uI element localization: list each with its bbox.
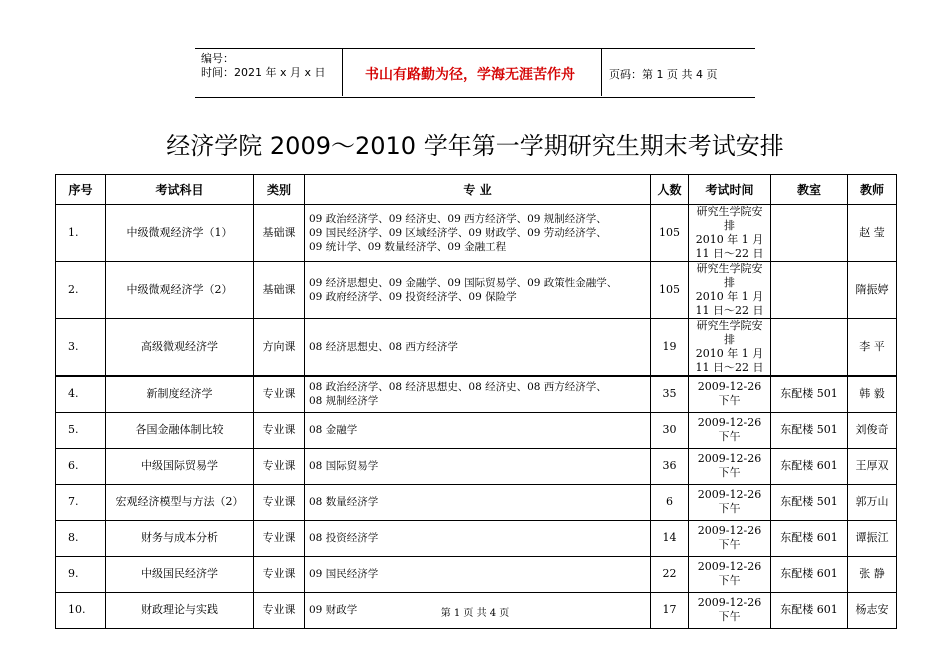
exam-time-line: 下午 [718, 574, 741, 587]
exam-time [689, 520, 771, 556]
column-header: 教室 [771, 175, 848, 205]
student-count: 6 [651, 484, 689, 520]
column-header: 考试时间 [689, 175, 771, 205]
exam-time-line: 2010 年 1 月 11 日～22 日 [695, 233, 764, 260]
course-type: 专业课 [254, 484, 305, 520]
student-count: 36 [651, 448, 689, 484]
classroom: 东配楼 501 [771, 484, 848, 520]
table-row [56, 484, 897, 520]
row-number: 6. [56, 448, 106, 484]
exam-time [689, 556, 771, 592]
major-list-line: 09 政治经济学、09 经济史、09 西方经济学、09 规制经济学、 [309, 213, 607, 225]
major-list-line: 09 政府经济学、09 投资经济学、09 保险学 [309, 291, 517, 303]
column-header: 序号 [56, 175, 106, 205]
time-label: 时间：2021 年 x 月 x 日 [201, 66, 326, 79]
exam-subject: 宏观经济模型与方法（2） [106, 484, 254, 520]
exam-time [689, 412, 771, 448]
row-number: 10. [56, 592, 106, 628]
table-row [56, 448, 897, 484]
exam-time [689, 262, 771, 319]
student-count: 30 [651, 412, 689, 448]
exam-time-line: 研究生学院安排 [696, 319, 763, 346]
course-type: 专业课 [254, 448, 305, 484]
column-header: 教师 [848, 175, 897, 205]
exam-time [689, 376, 771, 412]
page-title: 经济学院 2009～2010 学年第一学期研究生期末考试安排 [166, 132, 784, 160]
page-footer: 第 1 页 共 4 页 [440, 608, 510, 619]
classroom [771, 205, 848, 262]
exam-schedule-table [55, 174, 897, 629]
column-header: 类别 [254, 175, 305, 205]
major-list [305, 448, 651, 484]
row-number: 7. [56, 484, 106, 520]
course-type: 专业课 [254, 412, 305, 448]
teacher-name: 张 静 [848, 556, 897, 592]
major-list-line: 09 国民经济学、09 区域经济学、09 财政学、09 劳动经济学、 [309, 227, 607, 239]
student-count: 105 [651, 262, 689, 319]
table-row [56, 556, 897, 592]
row-number: 5. [56, 412, 106, 448]
major-list [305, 319, 651, 377]
teacher-name: 王厚双 [848, 448, 897, 484]
major-list-line: 09 统计学、09 数量经济学、09 金融工程 [309, 241, 507, 253]
teacher-name: 刘俊奇 [848, 412, 897, 448]
exam-time-line: 下午 [718, 466, 741, 479]
major-list-line: 08 政治经济学、08 经济思想史、08 经济史、08 西方经济学、 [309, 381, 607, 394]
header-divider [342, 48, 343, 96]
student-count: 19 [651, 319, 689, 377]
exam-time-line: 下午 [718, 538, 741, 551]
table-row [56, 205, 897, 262]
teacher-name: 韩 毅 [848, 376, 897, 412]
major-list-line: 09 经济思想史、09 金融学、09 国际贸易学、09 政策性金融学、 [309, 277, 618, 289]
teacher-name: 李 平 [848, 319, 897, 377]
major-list-line: 08 数量经济学 [309, 496, 379, 508]
number-label: 编号： [201, 52, 234, 65]
classroom: 东配楼 601 [771, 520, 848, 556]
student-count: 22 [651, 556, 689, 592]
table-header-row [56, 175, 897, 205]
exam-time-line: 下午 [718, 430, 741, 443]
classroom [771, 319, 848, 377]
header-info [195, 49, 337, 97]
teacher-name: 赵 莹 [848, 205, 897, 262]
exam-time-line: 下午 [718, 394, 741, 408]
row-number: 1. [56, 205, 106, 262]
table-row [56, 376, 897, 412]
exam-time-line: 研究生学院安排 [696, 205, 763, 232]
student-count: 35 [651, 376, 689, 412]
column-header: 人数 [651, 175, 689, 205]
row-number: 3. [56, 319, 106, 377]
exam-time-line: 2009-12-26 [697, 380, 762, 394]
classroom: 东配楼 501 [771, 376, 848, 412]
course-type: 方向课 [254, 319, 305, 377]
header-divider [601, 48, 602, 96]
table-row [56, 520, 897, 556]
major-list [305, 484, 651, 520]
course-type: 基础课 [254, 262, 305, 319]
exam-time-line: 2009-12-26 [697, 524, 762, 537]
course-type: 专业课 [254, 592, 305, 628]
major-list [305, 412, 651, 448]
exam-subject: 财政理论与实践 [106, 592, 254, 628]
exam-time [689, 448, 771, 484]
major-list [305, 205, 651, 262]
student-count: 17 [651, 592, 689, 628]
teacher-name: 郭万山 [848, 484, 897, 520]
exam-time-line: 2009-12-26 [697, 416, 762, 429]
student-count: 14 [651, 520, 689, 556]
column-header: 考试科目 [106, 175, 254, 205]
exam-subject: 高级微观经济学 [106, 319, 254, 377]
document-header [195, 48, 755, 98]
table-row [56, 412, 897, 448]
exam-time-line: 2009-12-26 [697, 488, 762, 501]
exam-subject: 财务与成本分析 [106, 520, 254, 556]
exam-subject: 各国金融体制比较 [106, 412, 254, 448]
student-count: 105 [651, 205, 689, 262]
exam-subject: 中级微观经济学（2） [106, 262, 254, 319]
classroom: 东配楼 501 [771, 412, 848, 448]
major-list-line: 08 国际贸易学 [309, 460, 379, 472]
exam-time-line: 2010 年 1 月 11 日～22 日 [695, 290, 764, 317]
exam-time-line: 2009-12-26 [697, 452, 762, 465]
classroom [771, 262, 848, 319]
exam-time-line: 2010 年 1 月 11 日～22 日 [695, 347, 764, 374]
exam-subject: 中级国民经济学 [106, 556, 254, 592]
row-number: 9. [56, 556, 106, 592]
row-number: 2. [56, 262, 106, 319]
table-row [56, 319, 897, 377]
exam-time-line: 2009-12-26 [697, 560, 762, 573]
exam-subject: 中级微观经济学（1） [106, 205, 254, 262]
major-list-line: 08 投资经济学 [309, 532, 379, 544]
exam-time-line: 研究生学院安排 [696, 262, 763, 289]
course-type: 基础课 [254, 205, 305, 262]
major-list-line: 08 金融学 [309, 424, 358, 436]
table-row [56, 262, 897, 319]
exam-subject: 新制度经济学 [106, 376, 254, 412]
major-list-line: 09 国民经济学 [309, 568, 379, 580]
row-number: 4. [56, 376, 106, 412]
teacher-name: 隋振婷 [848, 262, 897, 319]
exam-time-line: 下午 [718, 610, 741, 623]
page-info: 页码：第 1 页 共 4 页 [609, 68, 718, 81]
course-type: 专业课 [254, 556, 305, 592]
major-list [305, 376, 651, 412]
row-number: 8. [56, 520, 106, 556]
exam-time-line: 下午 [718, 502, 741, 515]
major-list [305, 556, 651, 592]
exam-time [689, 484, 771, 520]
exam-subject: 中级国际贸易学 [106, 448, 254, 484]
teacher-name: 杨志安 [848, 592, 897, 628]
exam-time-line: 2009-12-26 [697, 596, 762, 609]
classroom: 东配楼 601 [771, 448, 848, 484]
teacher-name: 谭振江 [848, 520, 897, 556]
classroom: 东配楼 601 [771, 556, 848, 592]
exam-time [689, 319, 771, 377]
course-type: 专业课 [254, 376, 305, 412]
exam-time [689, 205, 771, 262]
major-list [305, 520, 651, 556]
course-type: 专业课 [254, 520, 305, 556]
major-list-line: 09 财政学 [309, 604, 358, 616]
major-list-line: 08 经济思想史、08 西方经济学 [309, 341, 458, 353]
column-header: 专 业 [305, 175, 651, 205]
major-list-line: 08 规制经济学 [309, 395, 379, 408]
classroom: 东配楼 601 [771, 592, 848, 628]
major-list [305, 262, 651, 319]
header-motto: 书山有路勤为径，学海无涯苦作舟 [365, 67, 575, 83]
